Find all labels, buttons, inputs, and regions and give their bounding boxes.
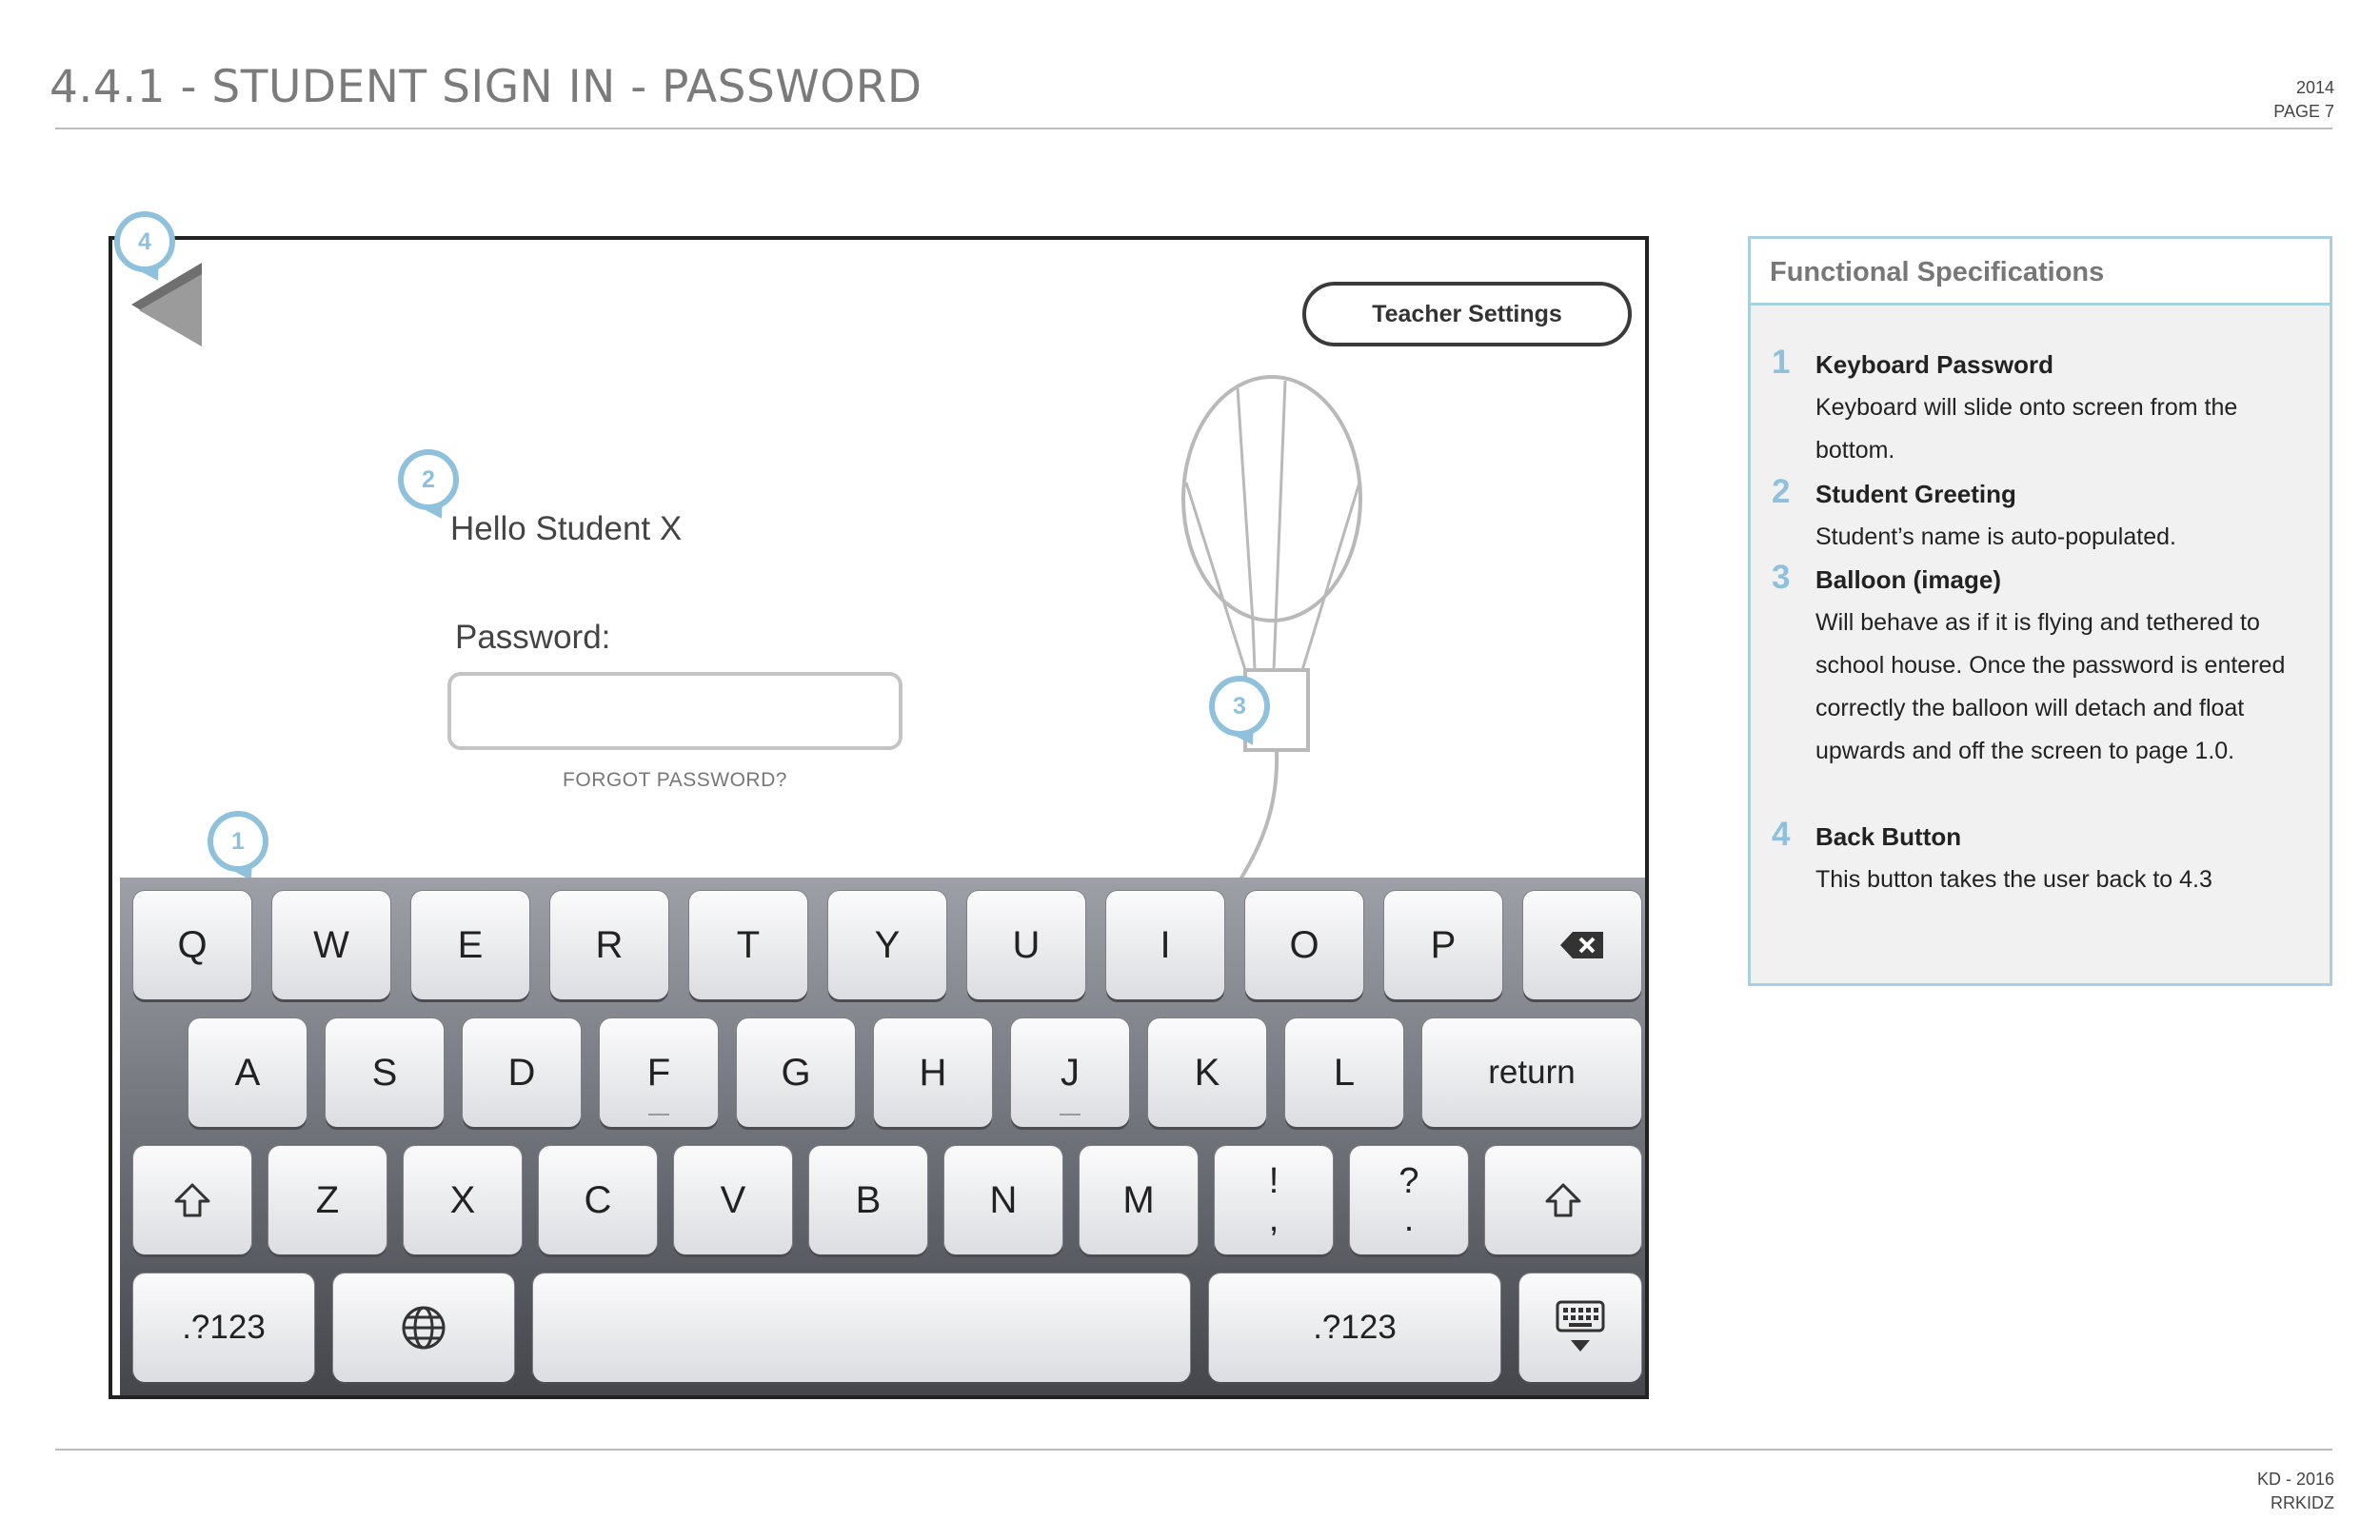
- header-year: 2014: [2295, 78, 2334, 97]
- footer-line-1: KD - 2016: [2256, 1470, 2334, 1489]
- page-title: 4.4.1 - STUDENT SIGN IN - PASSWORD: [50, 61, 922, 113]
- callout-1: 1: [208, 811, 268, 872]
- teacher-settings-button[interactable]: Teacher Settings: [1302, 282, 1632, 346]
- key-u[interactable]: U: [967, 891, 1085, 999]
- spec-title: Balloon (image): [1815, 565, 2002, 594]
- spec-item: [1772, 816, 2314, 901]
- key-w[interactable]: W: [272, 891, 390, 999]
- key-l[interactable]: L: [1285, 1018, 1403, 1127]
- key-a[interactable]: A: [188, 1018, 307, 1127]
- forgot-password-link[interactable]: FORGOT PASSWORD?: [563, 769, 787, 791]
- student-greeting: Hello Student X: [450, 510, 683, 547]
- spec-item: [1772, 344, 2314, 472]
- key-q[interactable]: Q: [133, 891, 251, 999]
- key-r[interactable]: R: [550, 891, 668, 999]
- callout-3: 3: [1209, 676, 1270, 737]
- specs-heading: Functional Specifications: [1751, 239, 2330, 306]
- key-j-label: J: [1061, 1051, 1080, 1094]
- shift-icon: [173, 1182, 211, 1218]
- key-o[interactable]: O: [1245, 891, 1363, 999]
- key-e[interactable]: E: [411, 891, 529, 999]
- spec-title: Back Button: [1815, 822, 1962, 851]
- key-d[interactable]: D: [463, 1018, 581, 1127]
- key-question-period[interactable]: [1350, 1146, 1468, 1254]
- numbers-key-left[interactable]: .?123: [133, 1273, 314, 1382]
- spec-description: Will behave as if it is flying and tethered to school house. Once the password is entered correctly the balloon will detach and float upwards and off the screen to page 1.0.: [1815, 609, 2286, 764]
- spec-title: Keyboard Password: [1815, 350, 2053, 379]
- key-k[interactable]: K: [1148, 1018, 1266, 1127]
- key-b[interactable]: B: [809, 1146, 927, 1254]
- callout-4: 4: [114, 211, 175, 272]
- shift-key-left[interactable]: [133, 1146, 251, 1254]
- key-p[interactable]: P: [1384, 891, 1502, 999]
- back-arrow-icon[interactable]: [139, 274, 202, 346]
- footer-meta: [2257, 1468, 2334, 1515]
- home-row-marker: [1060, 1114, 1081, 1116]
- delete-key[interactable]: [1523, 891, 1641, 999]
- spec-number: 1: [1772, 344, 1791, 381]
- shift-key-right[interactable]: [1485, 1146, 1641, 1254]
- key-f[interactable]: [600, 1018, 718, 1127]
- password-field[interactable]: [447, 672, 902, 750]
- screen-mockup: [109, 236, 1649, 1399]
- key-m[interactable]: M: [1080, 1146, 1198, 1254]
- key-punct-1-labels: [1269, 1162, 1279, 1238]
- key-g[interactable]: G: [737, 1018, 855, 1127]
- key-question-label: ?: [1398, 1161, 1419, 1201]
- key-comma-label: ,: [1268, 1199, 1279, 1239]
- key-x[interactable]: X: [404, 1146, 522, 1254]
- header-meta: [2273, 76, 2334, 124]
- key-z[interactable]: Z: [268, 1146, 387, 1254]
- numbers-key-right[interactable]: .?123: [1209, 1273, 1500, 1382]
- onscreen-keyboard: [120, 878, 1645, 1395]
- key-y[interactable]: Y: [828, 891, 946, 999]
- spec-number: 3: [1772, 559, 1791, 596]
- key-v[interactable]: V: [674, 1146, 792, 1254]
- footer-divider: [55, 1449, 2332, 1451]
- spec-item: [1772, 559, 2314, 773]
- password-label: Password:: [455, 619, 611, 656]
- spec-description: This button takes the user back to 4.3: [1815, 866, 2212, 893]
- spec-number: 4: [1772, 816, 1791, 853]
- backspace-icon: [1559, 931, 1605, 959]
- key-punct-2-labels: [1398, 1162, 1418, 1238]
- key-f-label: F: [646, 1051, 671, 1094]
- spec-description: Student’s name is auto-populated.: [1815, 523, 2176, 550]
- key-h[interactable]: H: [874, 1018, 992, 1127]
- key-exclaim-label: !: [1268, 1161, 1279, 1201]
- key-i[interactable]: I: [1106, 891, 1224, 999]
- footer-line-2: RRKIDZ: [2271, 1493, 2334, 1512]
- key-c[interactable]: C: [539, 1146, 657, 1254]
- globe-icon: [400, 1304, 447, 1352]
- space-bar[interactable]: [533, 1273, 1190, 1382]
- key-exclaim-comma[interactable]: [1215, 1146, 1333, 1254]
- key-period-label: .: [1403, 1199, 1415, 1239]
- header-divider: [55, 128, 2332, 129]
- key-n[interactable]: N: [944, 1146, 1062, 1254]
- spec-description: Keyboard will slide onto screen from the bottom.: [1815, 394, 2238, 464]
- spec-item: [1772, 473, 2314, 559]
- keyboard-hide-icon: [1556, 1300, 1605, 1355]
- key-s[interactable]: S: [326, 1018, 444, 1127]
- spec-number: 2: [1772, 473, 1791, 510]
- callout-2: 2: [398, 449, 459, 510]
- hide-keyboard-key[interactable]: [1519, 1273, 1641, 1382]
- spec-title: Student Greeting: [1815, 480, 2016, 508]
- functional-specs-panel: [1748, 236, 2332, 986]
- key-j[interactable]: [1011, 1018, 1129, 1127]
- balloon-image: [1179, 373, 1398, 887]
- return-key[interactable]: return: [1422, 1018, 1641, 1127]
- key-t[interactable]: T: [689, 891, 807, 999]
- globe-key[interactable]: [333, 1273, 514, 1382]
- shift-icon: [1544, 1182, 1582, 1218]
- header-page: PAGE 7: [2273, 102, 2334, 121]
- home-row-marker: [648, 1114, 669, 1116]
